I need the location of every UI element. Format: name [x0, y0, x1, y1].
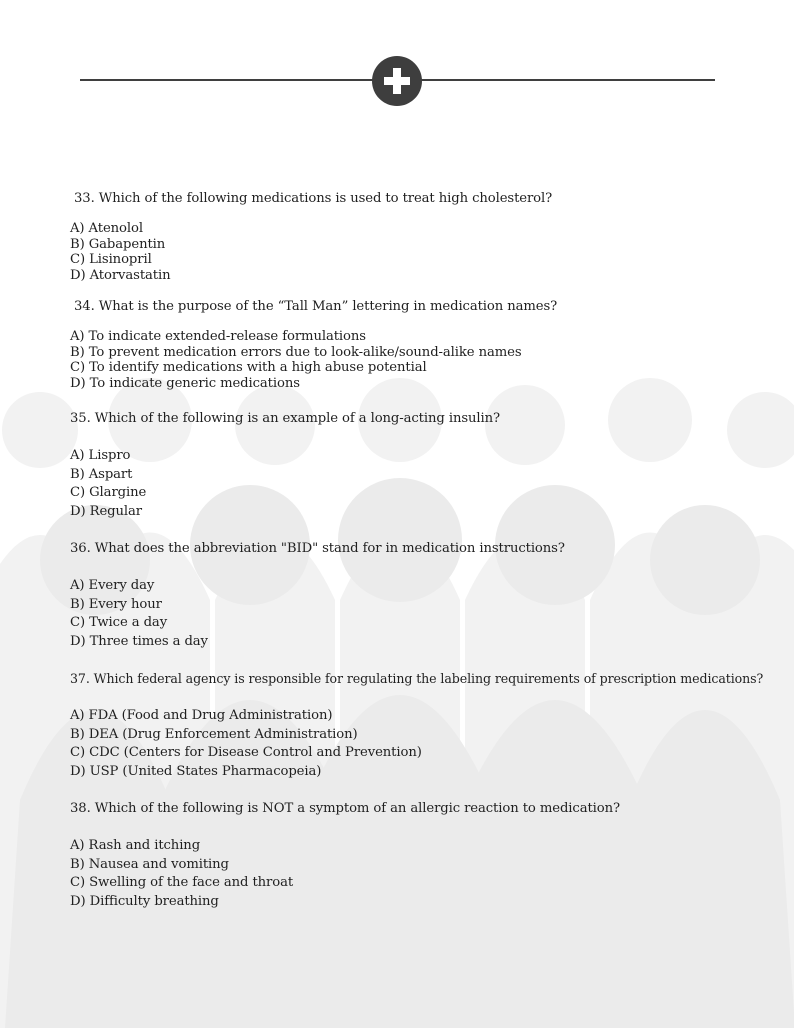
answer-option-d: D) Atorvastatin	[70, 267, 171, 283]
answer-option-b: B) DEA (Drug Enforcement Administration)	[70, 726, 358, 742]
answer-option-d: D) USP (United States Pharmacopeia)	[70, 764, 322, 780]
answer-option-b: B) Every hour	[70, 596, 162, 612]
answer-options	[70, 447, 770, 522]
answer-options	[70, 707, 770, 782]
answer-option-a: A) Atenolol	[70, 221, 143, 236]
question-text: 38. Which of the following is NOT a symptom of an allergic reaction to medication?	[70, 801, 620, 816]
question-text: 34. What is the purpose of the “Tall Man” lettering in medication names?	[74, 299, 558, 314]
answer-option-c: C) To identify medications with a high abuse potential	[70, 360, 427, 375]
question-33	[70, 190, 770, 283]
question-text: 33. Which of the following medications is used to treat high cholesterol?	[74, 191, 553, 206]
answer-options	[70, 329, 770, 391]
answer-option-a: A) FDA (Food and Drug Administration)	[70, 708, 333, 723]
answer-options	[70, 837, 770, 912]
answer-options	[70, 221, 770, 283]
answer-option-a: A) Every day	[70, 578, 155, 593]
answer-option-b: B) To prevent medication errors due to look-alike/sound-alike names	[70, 344, 522, 360]
answer-option-c: C) Twice a day	[70, 615, 168, 631]
answer-option-b: B) Aspart	[70, 466, 133, 482]
answer-option-c: C) Lisinopril	[70, 252, 152, 267]
answer-option-a: A) Lispro	[70, 448, 131, 463]
answer-option-d: D) Three times a day	[70, 634, 208, 650]
answer-option-d: D) Difficulty breathing	[70, 894, 219, 910]
question-34	[70, 298, 770, 391]
answer-option-d: D) To indicate generic medications	[70, 375, 300, 391]
answer-option-c: C) Glargine	[70, 485, 147, 501]
answer-option-b: B) Nausea and vomiting	[70, 856, 229, 872]
question-text: 35. Which of the following is an example of a long-acting insulin?	[70, 411, 500, 426]
answer-option-c: C) CDC (Centers for Disease Control and Prevention)	[70, 745, 422, 761]
answer-option-a: A) To indicate extended-release formulations	[70, 329, 366, 344]
answer-option-a: A) Rash and itching	[70, 838, 201, 853]
question-35	[70, 410, 770, 522]
question-38	[70, 800, 770, 912]
answer-options	[70, 577, 770, 652]
answer-option-c: C) Swelling of the face and throat	[70, 875, 294, 891]
answer-option-b: B) Gabapentin	[70, 236, 166, 252]
question-text: 37. Which federal agency is responsible for regulating the labeling requirements of prescription medications?	[70, 671, 764, 686]
question-36	[70, 540, 770, 652]
question-text: 36. What does the abbreviation "BID" stand for in medication instructions?	[70, 541, 565, 556]
question-37	[70, 670, 770, 782]
answer-option-d: D) Regular	[70, 504, 142, 520]
